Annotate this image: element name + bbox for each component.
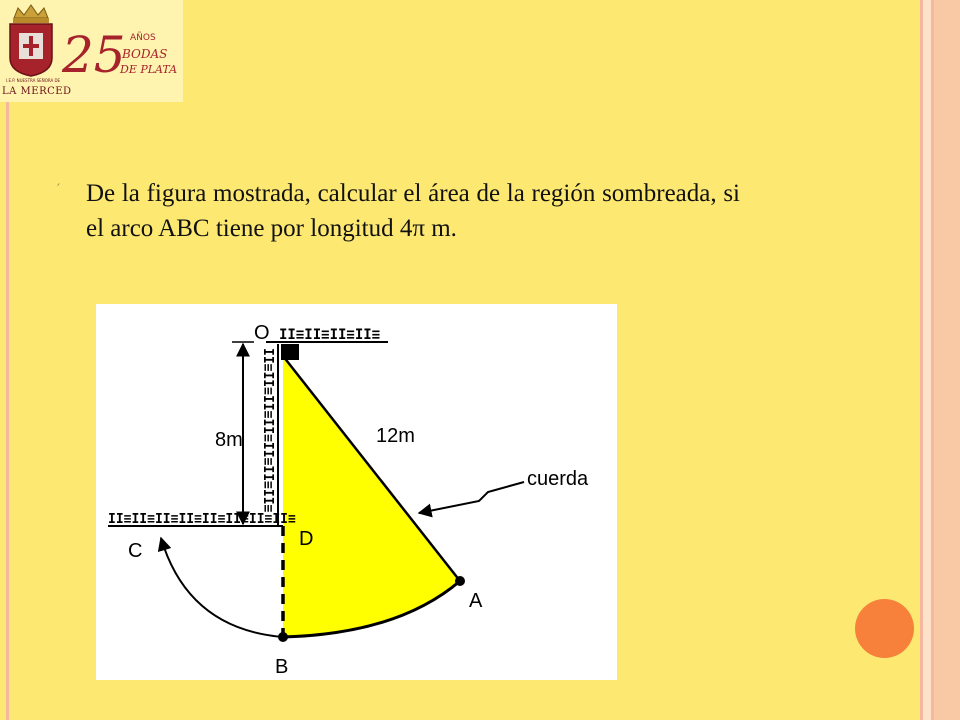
label-c: C	[128, 540, 143, 562]
decorative-circle	[855, 599, 914, 658]
logo-anos: AÑOS	[130, 33, 156, 43]
label-a: A	[469, 590, 483, 612]
right-stripe-band	[934, 0, 960, 720]
cuerda-pointer	[419, 482, 524, 513]
logo-small-text: I.E.P. NUESTRA SEÑORA DE	[6, 78, 61, 83]
label-8m: 8m	[215, 429, 243, 451]
right-stripe-pale	[923, 0, 931, 720]
wall-hatch: II≡II≡II≡II≡II≡II≡II≡	[260, 348, 275, 513]
bullet-mark: ′	[57, 182, 60, 197]
logo-bodas: BODAS	[122, 47, 168, 61]
figure-drawing	[96, 304, 617, 680]
label-d: D	[299, 528, 314, 550]
point-b	[278, 632, 288, 642]
label-cuerda: cuerda	[527, 468, 589, 490]
geometry-figure	[96, 304, 617, 680]
pivot-block	[281, 344, 299, 360]
point-a	[455, 576, 465, 586]
label-o: O	[254, 322, 270, 344]
left-stripe	[6, 0, 9, 720]
problem-statement: De la figura mostrada, calcular el área de la región sombreada, si el arco ABC tiene por longitud 4π m.	[86, 180, 740, 242]
ceiling-hatch: II≡II≡II≡II≡	[279, 327, 381, 343]
logo-school-name: LA MERCED	[2, 86, 72, 97]
logo-anniversary-number: 25	[62, 26, 126, 84]
school-logo	[0, 0, 183, 102]
ledge-hatch: II≡II≡II≡II≡II≡II≡II≡II≡	[108, 512, 296, 527]
logo-emblem	[0, 0, 183, 102]
label-12m: 12m	[376, 425, 415, 447]
shaded-region	[283, 356, 460, 637]
label-b: B	[275, 656, 289, 678]
logo-de-plata: DE PLATA	[120, 63, 178, 76]
arc-bc-arrow	[161, 538, 283, 637]
